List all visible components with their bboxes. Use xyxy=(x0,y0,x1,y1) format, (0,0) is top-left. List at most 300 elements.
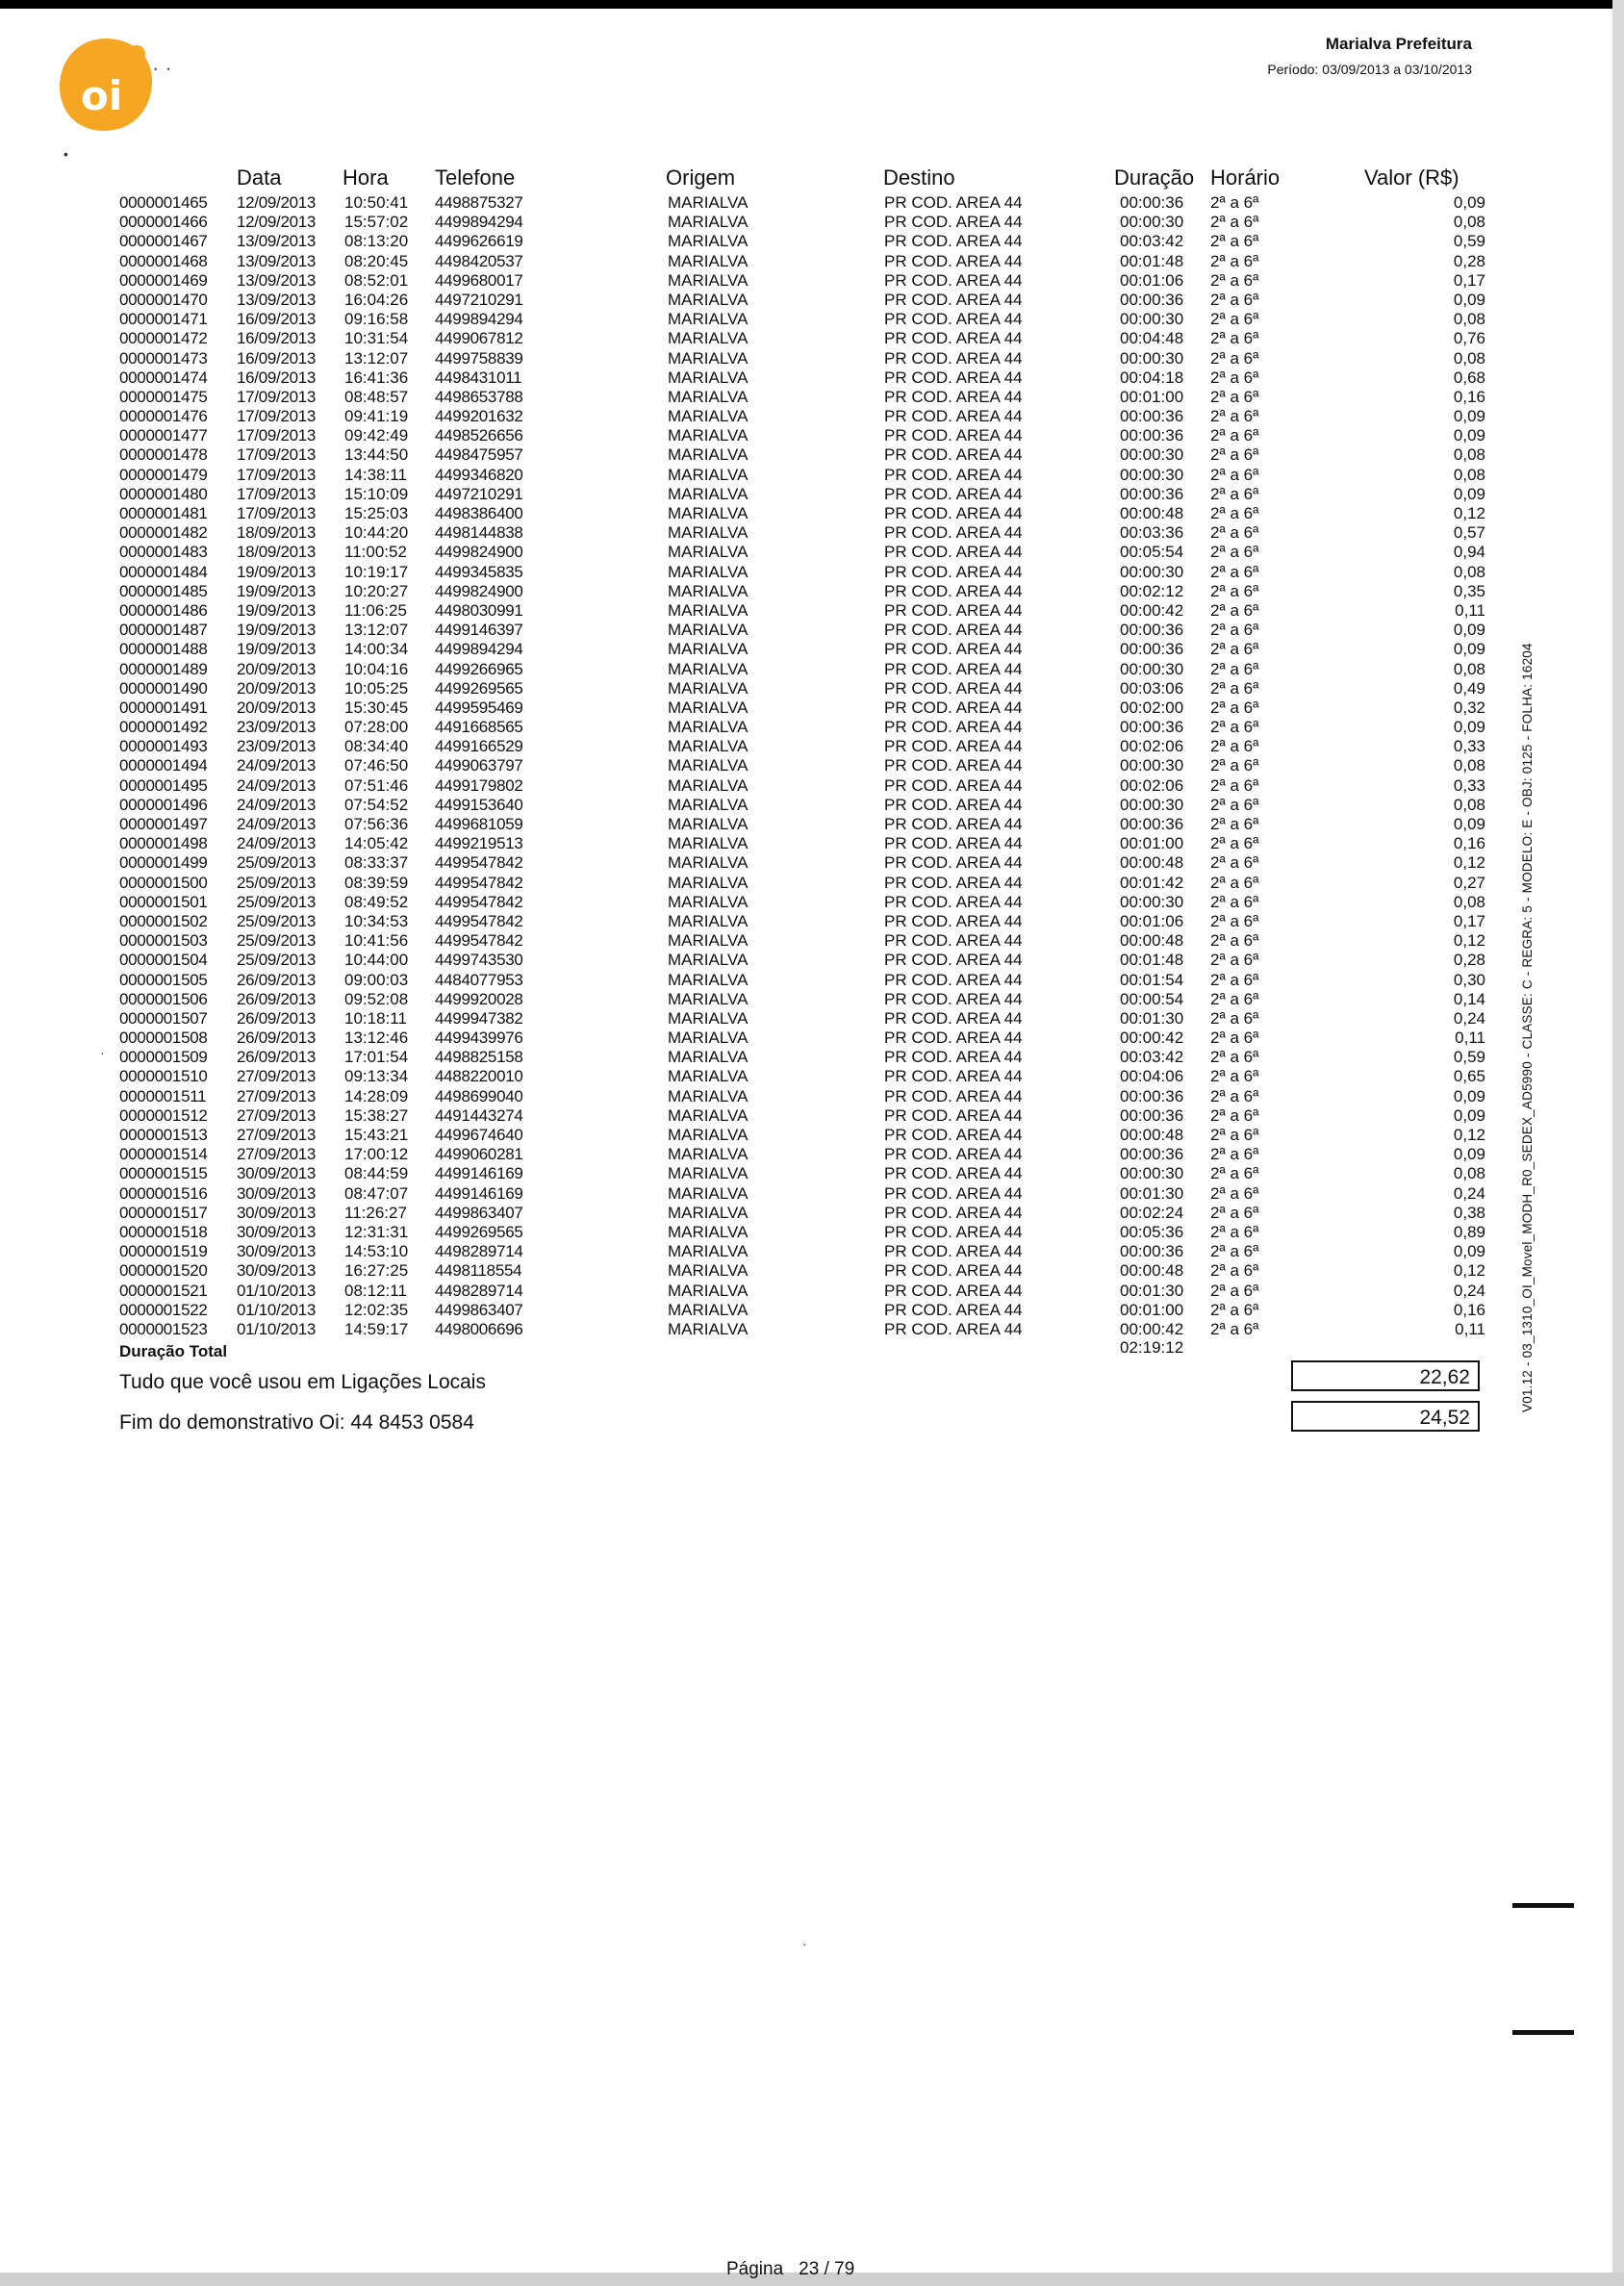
call-origin: MARIALVA xyxy=(668,600,749,620)
call-time: 08:39:59 xyxy=(344,873,409,892)
table-row xyxy=(119,815,1485,834)
call-duration: 00:00:36 xyxy=(1120,1105,1184,1125)
table-row xyxy=(119,1126,1485,1145)
call-value: 0,33 xyxy=(1453,737,1485,756)
call-duration: 00:03:36 xyxy=(1120,523,1184,543)
call-time: 14:38:11 xyxy=(344,465,407,484)
table-row xyxy=(119,485,1485,504)
call-destination: PR COD. AREA 44 xyxy=(884,718,1023,737)
call-value: 0,12 xyxy=(1453,1261,1485,1281)
call-id: 0000001471 xyxy=(119,310,208,329)
scan-top-edge xyxy=(0,0,1624,9)
call-phone: 4499680017 xyxy=(435,270,523,290)
call-id: 0000001494 xyxy=(119,756,208,775)
call-duration: 00:00:30 xyxy=(1120,310,1184,329)
call-id: 0000001497 xyxy=(119,815,208,833)
call-id: 0000001513 xyxy=(119,1126,208,1144)
call-destination: PR COD. AREA 44 xyxy=(884,1203,1023,1222)
call-origin: MARIALVA xyxy=(668,1281,749,1300)
call-duration: 00:00:48 xyxy=(1120,1261,1184,1281)
call-date: 25/09/2013 xyxy=(237,892,317,911)
call-shift: 2ª a 6ª xyxy=(1210,445,1259,465)
call-destination: PR COD. AREA 44 xyxy=(884,329,1023,348)
table-row xyxy=(119,1301,1485,1320)
call-destination: PR COD. AREA 44 xyxy=(884,873,1023,892)
call-destination: PR COD. AREA 44 xyxy=(884,562,1023,581)
call-phone: 4499146169 xyxy=(435,1183,523,1203)
call-id: 0000001503 xyxy=(119,931,208,951)
table-row xyxy=(119,193,1485,213)
call-duration: 00:00:30 xyxy=(1120,795,1184,814)
call-duration: 00:00:30 xyxy=(1120,892,1184,911)
call-destination: PR COD. AREA 44 xyxy=(884,892,1023,911)
call-shift: 2ª a 6ª xyxy=(1210,659,1259,678)
table-row xyxy=(119,737,1485,756)
call-duration: 00:00:42 xyxy=(1120,1029,1184,1048)
call-date: 17/09/2013 xyxy=(237,426,317,445)
call-origin: MARIALVA xyxy=(668,718,749,737)
call-shift: 2ª a 6ª xyxy=(1210,290,1259,309)
call-value: 0,09 xyxy=(1453,1105,1485,1125)
call-date: 24/09/2013 xyxy=(237,795,317,814)
call-id: 0000001479 xyxy=(119,465,208,484)
call-origin: MARIALVA xyxy=(668,348,749,368)
call-duration: 00:00:42 xyxy=(1120,600,1184,620)
call-id: 0000001515 xyxy=(119,1164,208,1183)
call-id: 0000001522 xyxy=(119,1300,208,1319)
call-shift: 2ª a 6ª xyxy=(1210,951,1259,970)
table-row xyxy=(119,1184,1485,1204)
call-date: 18/09/2013 xyxy=(237,523,317,543)
call-value: 0,12 xyxy=(1453,931,1485,951)
call-date: 30/09/2013 xyxy=(237,1242,317,1261)
call-destination: PR COD. AREA 44 xyxy=(884,756,1023,775)
call-id: 0000001488 xyxy=(119,640,208,659)
call-shift: 2ª a 6ª xyxy=(1210,484,1259,503)
table-row xyxy=(119,660,1485,679)
call-value: 0,32 xyxy=(1453,698,1485,717)
call-origin: MARIALVA xyxy=(668,1203,749,1222)
call-value: 0,89 xyxy=(1453,1222,1485,1241)
call-destination: PR COD. AREA 44 xyxy=(884,251,1023,270)
call-time: 16:41:36 xyxy=(344,368,409,387)
call-origin: MARIALVA xyxy=(668,1222,749,1241)
call-phone: 4498289714 xyxy=(435,1242,523,1261)
call-shift: 2ª a 6ª xyxy=(1210,737,1259,756)
page-indicator xyxy=(726,2259,854,2280)
call-time: 09:52:08 xyxy=(344,989,409,1008)
call-time: 14:53:10 xyxy=(344,1242,409,1261)
call-shift: 2ª a 6ª xyxy=(1210,678,1259,698)
call-shift: 2ª a 6ª xyxy=(1210,698,1259,717)
call-value: 0,24 xyxy=(1453,1008,1485,1028)
call-time: 08:34:40 xyxy=(344,737,409,756)
call-date: 24/09/2013 xyxy=(237,756,317,775)
call-id: 0000001467 xyxy=(119,232,208,251)
call-time: 11:06:25 xyxy=(344,600,407,620)
call-value: 0,16 xyxy=(1453,387,1485,406)
call-duration: 00:00:36 xyxy=(1120,1242,1184,1261)
table-row xyxy=(119,213,1485,232)
call-id: 0000001498 xyxy=(119,834,208,853)
call-date: 25/09/2013 xyxy=(237,911,317,930)
call-date: 01/10/2013 xyxy=(237,1300,317,1319)
call-origin: MARIALVA xyxy=(668,970,749,989)
period-label: Período: xyxy=(1267,62,1319,77)
call-origin: MARIALVA xyxy=(668,1048,749,1067)
call-time: 07:46:50 xyxy=(344,756,409,775)
call-origin: MARIALVA xyxy=(668,659,749,678)
call-phone: 4498431011 xyxy=(435,368,522,387)
call-time: 08:52:01 xyxy=(344,270,409,290)
call-date: 19/09/2013 xyxy=(237,581,317,600)
call-id: 0000001520 xyxy=(119,1261,208,1281)
call-shift: 2ª a 6ª xyxy=(1210,1105,1259,1125)
call-phone: 4499674640 xyxy=(435,1126,523,1144)
call-id: 0000001506 xyxy=(119,989,208,1008)
call-value: 0,59 xyxy=(1453,232,1485,251)
call-duration: 00:04:18 xyxy=(1120,368,1184,387)
call-shift: 2ª a 6ª xyxy=(1210,1086,1259,1105)
call-destination: PR COD. AREA 44 xyxy=(884,310,1023,329)
call-origin: MARIALVA xyxy=(668,232,749,251)
call-shift: 2ª a 6ª xyxy=(1210,1145,1259,1164)
call-destination: PR COD. AREA 44 xyxy=(884,1319,1023,1338)
table-row xyxy=(119,912,1485,931)
scan-speck: • xyxy=(63,146,68,162)
call-duration: 00:03:42 xyxy=(1120,1048,1184,1067)
call-id: 0000001509 xyxy=(119,1048,208,1067)
call-origin: MARIALVA xyxy=(668,387,749,406)
call-duration: 00:02:06 xyxy=(1120,775,1184,795)
statement-end-label: Fim do demonstrativo Oi: 44 8453 0584 xyxy=(119,1411,474,1434)
table-row xyxy=(119,1282,1485,1301)
call-shift: 2ª a 6ª xyxy=(1210,193,1259,212)
call-time: 07:56:36 xyxy=(344,815,409,833)
call-id: 0000001521 xyxy=(119,1281,208,1300)
col-header-phone: Telefone xyxy=(435,165,516,190)
call-phone: 4498653788 xyxy=(435,387,523,406)
call-destination: PR COD. AREA 44 xyxy=(884,951,1023,970)
table-row xyxy=(119,291,1485,310)
call-value: 0,09 xyxy=(1453,640,1485,659)
call-destination: PR COD. AREA 44 xyxy=(884,270,1023,290)
table-row xyxy=(119,1048,1485,1067)
call-time: 10:19:17 xyxy=(344,562,409,581)
billing-period xyxy=(1267,62,1472,77)
table-row xyxy=(119,874,1485,893)
call-date: 30/09/2013 xyxy=(237,1183,317,1203)
call-duration: 00:00:36 xyxy=(1120,815,1184,833)
call-shift: 2ª a 6ª xyxy=(1210,1164,1259,1183)
call-destination: PR COD. AREA 44 xyxy=(884,445,1023,465)
call-duration: 00:00:30 xyxy=(1120,562,1184,581)
call-shift: 2ª a 6ª xyxy=(1210,1048,1259,1067)
call-duration: 00:00:42 xyxy=(1120,1319,1184,1338)
call-shift: 2ª a 6ª xyxy=(1210,1222,1259,1241)
call-id: 0000001486 xyxy=(119,600,208,620)
call-time: 12:02:35 xyxy=(344,1300,409,1319)
call-value: 0,09 xyxy=(1453,1145,1485,1164)
call-id: 0000001507 xyxy=(119,1008,208,1028)
call-destination: PR COD. AREA 44 xyxy=(884,368,1023,387)
call-time: 13:12:07 xyxy=(344,621,409,640)
call-destination: PR COD. AREA 44 xyxy=(884,1067,1023,1086)
call-date: 30/09/2013 xyxy=(237,1203,317,1222)
call-id: 0000001485 xyxy=(119,581,208,600)
call-duration: 00:02:00 xyxy=(1120,698,1184,717)
call-phone: 4488220010 xyxy=(435,1067,523,1086)
call-date: 19/09/2013 xyxy=(237,640,317,659)
call-date: 12/09/2013 xyxy=(237,213,317,232)
call-time: 14:59:17 xyxy=(344,1319,409,1338)
call-time: 08:48:57 xyxy=(344,387,409,406)
call-time: 15:57:02 xyxy=(344,213,409,232)
call-value: 0,09 xyxy=(1453,484,1485,503)
table-row xyxy=(119,1145,1485,1164)
call-phone: 4491668565 xyxy=(435,718,523,737)
table-row xyxy=(119,1009,1485,1029)
call-origin: MARIALVA xyxy=(668,1183,749,1203)
call-shift: 2ª a 6ª xyxy=(1210,1203,1259,1222)
call-shift: 2ª a 6ª xyxy=(1210,970,1259,989)
call-time: 13:44:50 xyxy=(344,445,409,465)
call-id: 0000001508 xyxy=(119,1029,208,1048)
call-phone: 4491443274 xyxy=(435,1105,523,1125)
call-destination: PR COD. AREA 44 xyxy=(884,1300,1023,1319)
call-phone: 4498144838 xyxy=(435,523,523,543)
logo-text: oi xyxy=(81,72,123,119)
table-row xyxy=(119,971,1485,990)
table-row xyxy=(119,951,1485,970)
call-time: 15:10:09 xyxy=(344,484,409,503)
table-row xyxy=(119,1320,1485,1339)
page-number: 23 / 79 xyxy=(799,2259,855,2279)
call-value: 0,59 xyxy=(1453,1048,1485,1067)
call-shift: 2ª a 6ª xyxy=(1210,368,1259,387)
table-row xyxy=(119,523,1485,543)
call-date: 18/09/2013 xyxy=(237,543,317,562)
call-phone: 4498475957 xyxy=(435,445,523,465)
call-time: 08:47:07 xyxy=(344,1183,409,1203)
call-value: 0,14 xyxy=(1453,989,1485,1008)
call-value: 0,35 xyxy=(1453,581,1485,600)
call-date: 26/09/2013 xyxy=(237,970,317,989)
call-duration: 00:05:36 xyxy=(1120,1222,1184,1241)
table-row xyxy=(119,990,1485,1009)
call-id: 0000001512 xyxy=(119,1105,208,1125)
call-id: 0000001510 xyxy=(119,1067,208,1086)
call-duration: 00:01:54 xyxy=(1120,970,1184,989)
call-duration: 00:00:36 xyxy=(1120,193,1184,212)
call-shift: 2ª a 6ª xyxy=(1210,1029,1259,1048)
call-duration: 00:00:36 xyxy=(1120,426,1184,445)
call-shift: 2ª a 6ª xyxy=(1210,640,1259,659)
table-row xyxy=(119,271,1485,291)
call-origin: MARIALVA xyxy=(668,1242,749,1261)
call-origin: MARIALVA xyxy=(668,445,749,465)
col-header-date: Data xyxy=(237,165,282,190)
table-row xyxy=(119,679,1485,698)
call-phone: 4499547842 xyxy=(435,911,523,930)
call-value: 0,11 xyxy=(1455,600,1485,620)
call-shift: 2ª a 6ª xyxy=(1210,232,1259,251)
table-row xyxy=(119,582,1485,601)
call-time: 17:00:12 xyxy=(344,1145,409,1164)
call-id: 0000001519 xyxy=(119,1242,208,1261)
call-value: 0,08 xyxy=(1453,213,1485,232)
call-destination: PR COD. AREA 44 xyxy=(884,989,1023,1008)
call-destination: PR COD. AREA 44 xyxy=(884,387,1023,406)
call-value: 0,08 xyxy=(1453,465,1485,484)
call-duration: 00:01:30 xyxy=(1120,1281,1184,1300)
logo-dots-icon: · · xyxy=(152,56,172,80)
call-phone: 4499146397 xyxy=(435,621,523,640)
call-date: 27/09/2013 xyxy=(237,1126,317,1144)
call-duration: 00:01:06 xyxy=(1120,911,1184,930)
call-phone: 4498386400 xyxy=(435,504,523,522)
call-shift: 2ª a 6ª xyxy=(1210,989,1259,1008)
call-phone: 4484077953 xyxy=(435,970,523,989)
call-destination: PR COD. AREA 44 xyxy=(884,737,1023,756)
call-value: 0,16 xyxy=(1453,1300,1485,1319)
call-origin: MARIALVA xyxy=(668,329,749,348)
call-time: 10:20:27 xyxy=(344,581,409,600)
call-value: 0,24 xyxy=(1453,1281,1485,1300)
call-origin: MARIALVA xyxy=(668,640,749,659)
call-phone: 4499547842 xyxy=(435,931,523,951)
call-value: 0,08 xyxy=(1453,756,1485,775)
call-phone: 4498526656 xyxy=(435,426,523,445)
call-time: 08:13:20 xyxy=(344,232,409,251)
call-id: 0000001495 xyxy=(119,775,208,795)
call-phone: 4499346820 xyxy=(435,465,523,484)
call-value: 0,65 xyxy=(1453,1067,1485,1086)
call-id: 0000001518 xyxy=(119,1222,208,1241)
call-id: 0000001474 xyxy=(119,368,208,387)
call-duration: 00:02:24 xyxy=(1120,1203,1184,1222)
call-phone: 4499947382 xyxy=(435,1008,523,1028)
call-origin: MARIALVA xyxy=(668,698,749,717)
call-duration: 00:00:48 xyxy=(1120,853,1184,873)
call-phone: 4499269565 xyxy=(435,678,523,698)
call-date: 30/09/2013 xyxy=(237,1164,317,1183)
call-value: 0,08 xyxy=(1453,795,1485,814)
call-destination: PR COD. AREA 44 xyxy=(884,484,1023,503)
call-destination: PR COD. AREA 44 xyxy=(884,1164,1023,1183)
call-destination: PR COD. AREA 44 xyxy=(884,1183,1023,1203)
call-duration: 00:01:48 xyxy=(1120,251,1184,270)
call-id: 0000001514 xyxy=(119,1145,208,1164)
call-value: 0,09 xyxy=(1453,815,1485,833)
call-origin: MARIALVA xyxy=(668,251,749,270)
call-phone: 4499863407 xyxy=(435,1300,523,1319)
call-id: 0000001493 xyxy=(119,737,208,756)
table-row xyxy=(119,931,1485,951)
call-destination: PR COD. AREA 44 xyxy=(884,465,1023,484)
call-time: 14:28:09 xyxy=(344,1086,409,1105)
call-destination: PR COD. AREA 44 xyxy=(884,1145,1023,1164)
call-value: 0,12 xyxy=(1453,504,1485,522)
call-date: 17/09/2013 xyxy=(237,387,317,406)
call-time: 14:05:42 xyxy=(344,834,409,853)
call-duration: 00:02:12 xyxy=(1120,581,1184,600)
call-destination: PR COD. AREA 44 xyxy=(884,1008,1023,1028)
call-phone: 4499547842 xyxy=(435,892,523,911)
company-name: Marialva Prefeitura xyxy=(1325,35,1472,53)
table-row xyxy=(119,445,1485,465)
call-date: 16/09/2013 xyxy=(237,368,317,387)
call-duration: 00:00:36 xyxy=(1120,1086,1184,1105)
call-date: 17/09/2013 xyxy=(237,465,317,484)
call-shift: 2ª a 6ª xyxy=(1210,387,1259,406)
call-id: 0000001496 xyxy=(119,795,208,814)
call-id: 0000001517 xyxy=(119,1203,208,1222)
call-destination: PR COD. AREA 44 xyxy=(884,1261,1023,1281)
call-shift: 2ª a 6ª xyxy=(1210,1126,1259,1144)
call-date: 24/09/2013 xyxy=(237,775,317,795)
call-destination: PR COD. AREA 44 xyxy=(884,348,1023,368)
call-origin: MARIALVA xyxy=(668,270,749,290)
call-origin: MARIALVA xyxy=(668,465,749,484)
call-shift: 2ª a 6ª xyxy=(1210,465,1259,484)
call-phone: 4499269565 xyxy=(435,1222,523,1241)
side-reference-code: V01.12 - 03_1310_OI_Movel_MODH_R0_SEDEX_AD5990 - CLASSE: C - REGRA: 5 - MODELO: E - OBJ: 0125 - FOLHA: 16204 xyxy=(1520,643,1535,1412)
call-date: 17/09/2013 xyxy=(237,504,317,522)
call-value: 0,16 xyxy=(1453,834,1485,853)
call-time: 11:26:27 xyxy=(344,1203,407,1222)
call-origin: MARIALVA xyxy=(668,562,749,581)
call-id: 0000001499 xyxy=(119,853,208,873)
call-value: 0,12 xyxy=(1453,1126,1485,1144)
call-phone: 4499153640 xyxy=(435,795,523,814)
call-phone: 4499626619 xyxy=(435,232,523,251)
call-origin: MARIALVA xyxy=(668,775,749,795)
call-shift: 2ª a 6ª xyxy=(1210,873,1259,892)
duration-total-label: Duração Total xyxy=(119,1342,228,1360)
call-origin: MARIALVA xyxy=(668,1126,749,1144)
call-shift: 2ª a 6ª xyxy=(1210,834,1259,853)
call-value: 0,09 xyxy=(1453,1086,1485,1105)
call-origin: MARIALVA xyxy=(668,1105,749,1125)
call-time: 17:01:54 xyxy=(344,1048,409,1067)
call-id: 0000001511 xyxy=(119,1086,207,1105)
call-destination: PR COD. AREA 44 xyxy=(884,290,1023,309)
call-origin: MARIALVA xyxy=(668,543,749,562)
call-origin: MARIALVA xyxy=(668,290,749,309)
call-destination: PR COD. AREA 44 xyxy=(884,543,1023,562)
table-row xyxy=(119,756,1485,775)
table-row xyxy=(119,796,1485,815)
call-id: 0000001490 xyxy=(119,678,208,698)
table-row xyxy=(119,1087,1485,1106)
call-destination: PR COD. AREA 44 xyxy=(884,640,1023,659)
call-shift: 2ª a 6ª xyxy=(1210,892,1259,911)
call-shift: 2ª a 6ª xyxy=(1210,853,1259,873)
call-duration: 00:00:48 xyxy=(1120,931,1184,951)
call-value: 0,08 xyxy=(1453,310,1485,329)
call-phone: 4498030991 xyxy=(435,600,523,620)
call-time: 09:00:03 xyxy=(344,970,409,989)
call-value: 0,17 xyxy=(1453,270,1485,290)
call-duration: 00:00:36 xyxy=(1120,1145,1184,1164)
call-value: 0,09 xyxy=(1453,718,1485,737)
call-time: 08:12:11 xyxy=(344,1281,407,1300)
call-date: 27/09/2013 xyxy=(237,1105,317,1125)
call-time: 10:04:16 xyxy=(344,659,409,678)
table-row xyxy=(119,1164,1485,1183)
call-destination: PR COD. AREA 44 xyxy=(884,853,1023,873)
